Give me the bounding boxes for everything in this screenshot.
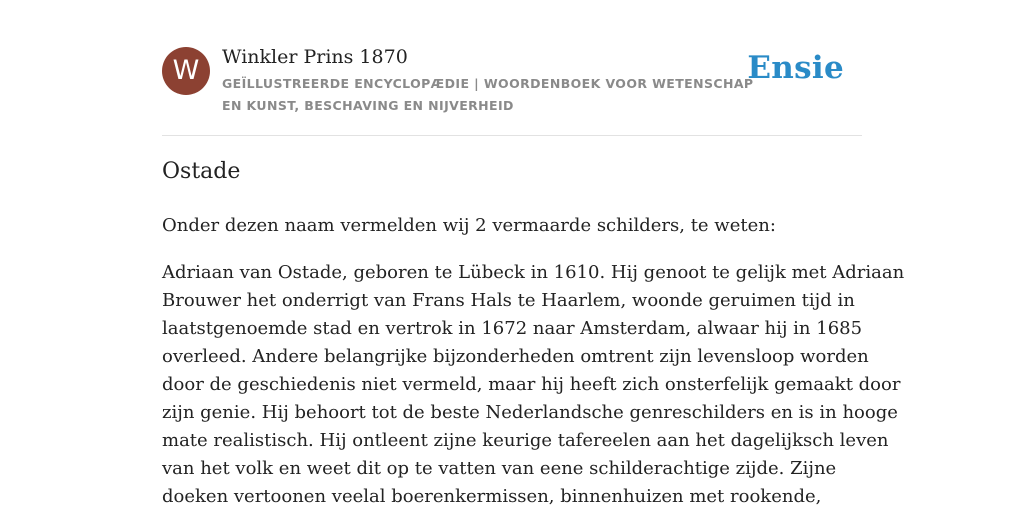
ensie-logo[interactable]: Ensie [747, 50, 844, 86]
source-subtitle: GEÏLLUSTREERDE ENCYCLOPÆDIE | WOORDENBOEK VOOR WETENSCHAP EN KUNST, BESCHAVING EN NIJVERHEID [222, 76, 754, 113]
body-line: Brouwer het onderrigt van Frans Hals te Haarlem, woonde geruimen tijd in [162, 290, 855, 311]
body-line: door de geschiedenis niet vermeld, maar hij heeft zich onsterfelijk gemaakt door [162, 374, 901, 395]
article-intro: Onder dezen naam vermelden wij 2 vermaarde schilders, te weten: [162, 215, 776, 236]
body-line: mate realistisch. Hij ontleent zijne keurige tafereelen aan het dagelijksch leven [162, 430, 889, 451]
source-header [162, 46, 862, 136]
body-line: overleed. Andere belangrijke bijzonderheden omtrent zijn levensloop worden [162, 346, 869, 367]
body-line: van het volk en weet dit op te vatten van eene schilderachtige zijde. Zijne [162, 458, 837, 479]
article-body [162, 259, 905, 511]
body-line: zijn genie. Hij behoort tot de beste Nederlandsche genreschilders en is in hooge [162, 402, 898, 423]
body-line: laatstgenoemde stad en vertrok in 1672 naar Amsterdam, alwaar hij in 1685 [162, 318, 863, 339]
source-avatar[interactable]: W [162, 47, 210, 95]
article-title: Ostade [162, 159, 241, 184]
body-line: doeken vertoonen veelal boerenkermissen, binnenhuizen met rookende, [162, 486, 822, 507]
body-line: Adriaan van Ostade, geboren te Lübeck in 1610. Hij genoot te gelijk met Adriaan [162, 262, 905, 283]
source-title[interactable]: Winkler Prins 1870 [222, 46, 408, 68]
header-divider [162, 135, 862, 136]
